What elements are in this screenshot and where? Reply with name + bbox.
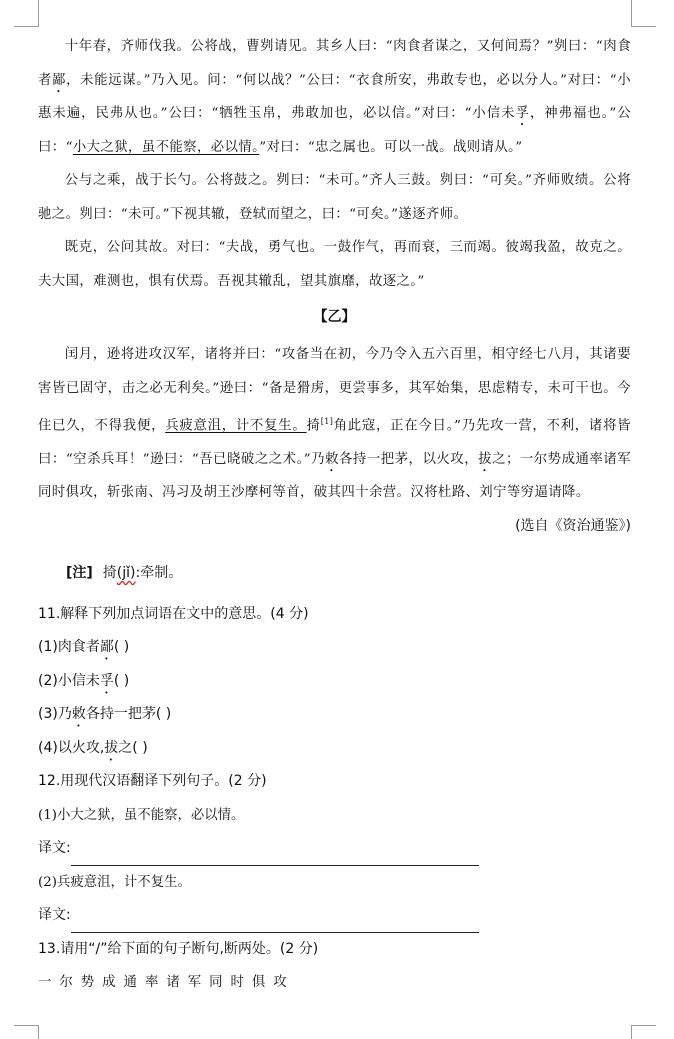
- passage-a-paragraph-3: 既克，公问其故。对曰：“夫战，勇气也。一鼓作气，再而衰，三而竭。彼竭我盈，故克之。夫大国，难测也，惧有伏焉。吾视其辙乱，望其旗靡，故逐之。”: [38, 240, 631, 289]
- dotted-word: 敕: [325, 451, 339, 467]
- item-text: (4)以火攻,: [38, 739, 105, 756]
- question-11-item-4: [38, 732, 631, 766]
- document-page: [38, 30, 631, 1000]
- note-label: [注]: [66, 564, 93, 581]
- question-11-item-3: [38, 698, 631, 732]
- question-12-sentence-2: (2)兵疲意沮，计不复生。: [38, 874, 191, 890]
- passage-text: 十年春，齐师伐我。公将战，曹刿请见。其乡人曰：“肉食者谋之，又何间焉？”刿曰：“肉食者: [38, 39, 631, 88]
- note-word: 掎: [102, 564, 117, 581]
- passage-text: 角此寇，正在今日。”乃先攻一营，不利，诸将皆曰：“空杀兵耳！”逊曰：“吾已晓破之之术。”乃: [38, 418, 631, 467]
- answer-blank[interactable]: ( ): [113, 639, 130, 656]
- dotted-word: 孚: [99, 672, 114, 689]
- underlined-sentence: 小大之狱，虽不能察，必以情。: [72, 139, 260, 155]
- passage-text: 掎: [306, 418, 321, 434]
- crop-mark-top-left: [14, 0, 39, 27]
- question-11-item-2: [38, 665, 631, 699]
- translation-label: 译文:: [38, 840, 71, 857]
- dotted-word: 鄙: [99, 639, 114, 656]
- item-text: (1)肉食者: [38, 639, 100, 656]
- answer-line[interactable]: [71, 847, 479, 866]
- question-13-sentence[interactable]: 一尔势成通率诸军同时俱攻: [38, 975, 295, 991]
- item-text: (3)乃: [38, 706, 72, 723]
- question-12-answer-2: [38, 899, 631, 933]
- question-13-title: 13.请用“/”给下面的句子断句,断两处。(2 分): [38, 940, 319, 957]
- dotted-word: 鄙: [52, 72, 67, 88]
- footnote-marker: [1]: [320, 417, 334, 426]
- passage-text: ，神弗福也。”公曰：“: [38, 106, 631, 155]
- translation-label: 译文:: [38, 907, 71, 924]
- answer-blank[interactable]: 之( ): [118, 739, 148, 756]
- item-text: (2)小信未: [38, 672, 100, 689]
- question-12-title: 12.用现代汉语翻译下列句子。(2 分): [38, 773, 267, 790]
- passage-a-paragraph-1: [38, 30, 631, 164]
- source-citation: (选自《资治通鉴》): [515, 517, 631, 534]
- footnote: [66, 562, 631, 584]
- underlined-sentence: 兵疲意沮，计不复生。: [165, 418, 307, 434]
- passage-text: 闰月，逊将进攻汉军，诸将并曰：“攻备当在初，今乃令入五六百里，相守经七八月，其诸要害皆已固守，击之必无利矣。”逊曰：“备是猾虏，更尝事多，其军始集，思虑精专，未可干也。今住已久，不得我便，: [38, 347, 631, 434]
- passage-b-title: 【乙】: [313, 309, 356, 325]
- dotted-word: 敕: [71, 706, 86, 723]
- passage-text: ”对曰：“忠之属也。可以一战。战则请从。”: [259, 139, 523, 155]
- passage-text: 各持一把茅，以火攻，: [339, 451, 479, 467]
- crop-mark-top-right: [631, 0, 656, 27]
- passage-text: 之；一尔势成通率诸军同时俱攻，斩张南、冯习及胡王沙摩柯等首，破其四十余营。汉将杜路、刘宁等穷逼请降。: [38, 451, 632, 501]
- dotted-word: 拔: [104, 739, 119, 756]
- question-12-sentence-1: (1)小大之狱，虽不能察，必以情。: [38, 807, 245, 823]
- question-11-title: 11.解释下列加点词语在文中的意思。(4 分): [38, 605, 309, 622]
- question-12-answer-1: [38, 832, 631, 866]
- note-pinyin: (jǐ): [116, 564, 136, 581]
- answer-blank[interactable]: ( ): [113, 672, 130, 689]
- passage-a-paragraph-2: 公与之乘，战于长勺。公将鼓之。刿曰：“未可。”齐人三鼓。刿曰：“可矣。”齐师败绩。公将驰之。刿曰：“未可。”下视其辙，登轼而望之，曰：“可矣。”遂逐齐师。: [38, 173, 631, 222]
- dotted-word: 拔: [478, 451, 493, 467]
- question-11-item-1: [38, 631, 631, 665]
- crop-mark-bottom-left: [14, 1025, 39, 1039]
- crop-mark-bottom-right: [631, 1025, 656, 1039]
- answer-line[interactable]: [71, 914, 479, 933]
- answer-blank[interactable]: 各持一把茅( ): [85, 706, 172, 723]
- dotted-word: 孚: [515, 106, 530, 121]
- note-definition: :牵制。: [135, 564, 183, 581]
- passage-text: ，未能远谋。”乃入见。问：“何以战？”公曰：“衣食所安，弗敢专也，必以分人。”对曰：“小惠未遍，民弗从也。”公曰：“牺牲玉帛，弗敢加也，必以信。”对曰：“小信未: [38, 72, 631, 121]
- passage-b-paragraph: [38, 338, 631, 510]
